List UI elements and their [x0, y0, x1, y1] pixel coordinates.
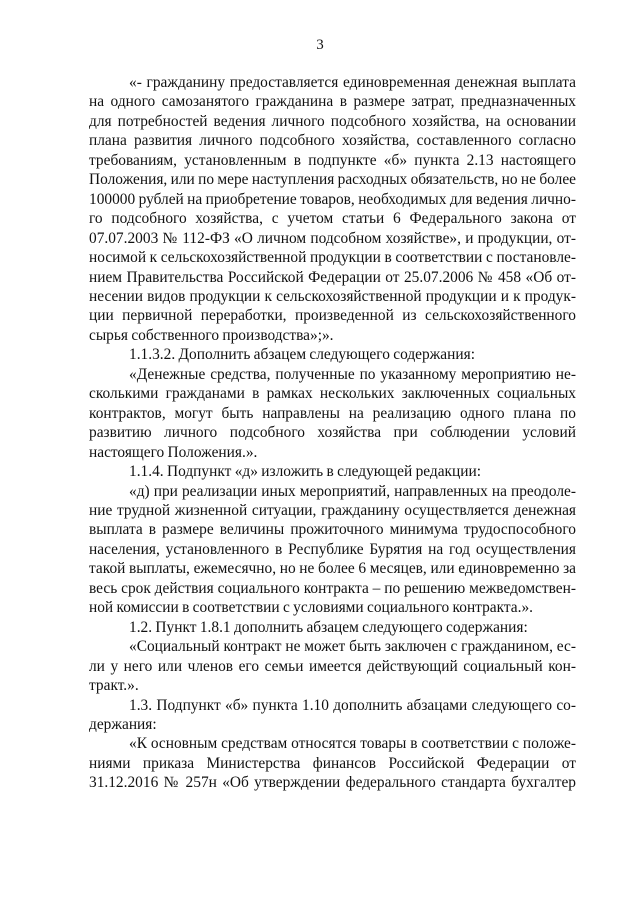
paragraph-joint-funds: «Денежные средства, полученные по указанному мероприятию несколькими гражданами в рамках нескольких заключенных социальных контрактов, могут быть направлены на реализацию одного плана по развитию личного подсобного хозяйства при соблюдении условий настоящего Положения.». [89, 365, 576, 461]
document-body [89, 73, 576, 793]
paragraph-subclause-d: «д) при реализации иных мероприятий, направленных на преодоление трудной жизненной ситуации, гражданину осуществляется денежная выплата в размере величины прожиточного минимума трудоспособного населения, установленного в Республике Бурятия на год осуществления такой выплаты, ежемесячно, но не более 6 месяцев, или единовременно за весь срок действия социального контракта – по решению межведомственной комиссии в соответствии с условиями социального контракта.». [89, 482, 576, 617]
paragraph-clause-1-2: 1.2. Пункт 1.8.1 дополнить абзацем следующего содержания: [129, 618, 528, 636]
paragraph-contract-restriction: «Социальный контракт не может быть заключен с гражданином, если у него или членов его семьи имеется действующий социальный контракт.». [89, 638, 576, 695]
paragraph-clause-1-1-4: 1.1.4. Подпункт «д» изложить в следующей редакции: [129, 463, 482, 481]
paragraph-clause-1-3: 1.3. Подпункт «б» пункта 1.10 дополнить абзацами следующего содержания: [89, 696, 576, 733]
paragraph-payment-terms: «- гражданину предоставляется единовременная денежная выплата на одного самозанятого гражданина в размере затрат, предназначенных для потребностей ведения личного подсобного хозяйства, на основании плана развития личного подсобного хозяйства, составленного согласно требованиям, установленным в подпункте «б» пункта 2.13 настоящего Положения, или по мере наступления расходных обязательств, но не более 100000 рублей на приобретение товаров, необходимых для ведения личного подсобного хозяйства, с учетом статьи 6 Федерального закона от 07.07.2003 № 112-ФЗ «О личном подсобном хозяйстве», и продукции, относимой к сельскохозяйственной продукции в соответствии с постановлением Правительства Российской Федерации от 25.07.2006 № 458 «Об отнесении видов продукции к сельскохозяйственной продукции и к продукции первичной переработки, произведенной из сельскохозяйственного сырья собственного производства»;». [89, 74, 576, 344]
paragraph-clause-1-1-3-2: 1.1.3.2. Дополнить абзацем следующего содержания: [129, 346, 475, 364]
page-number: 3 [316, 37, 324, 53]
paragraph-fixed-assets: «К основным средствам относятся товары в соответствии с положениями приказа Министерства финансов Российской Федерации от 31.12.2016 № 257н «Об утверждении федерального стандарта бухгалтер [89, 735, 576, 792]
